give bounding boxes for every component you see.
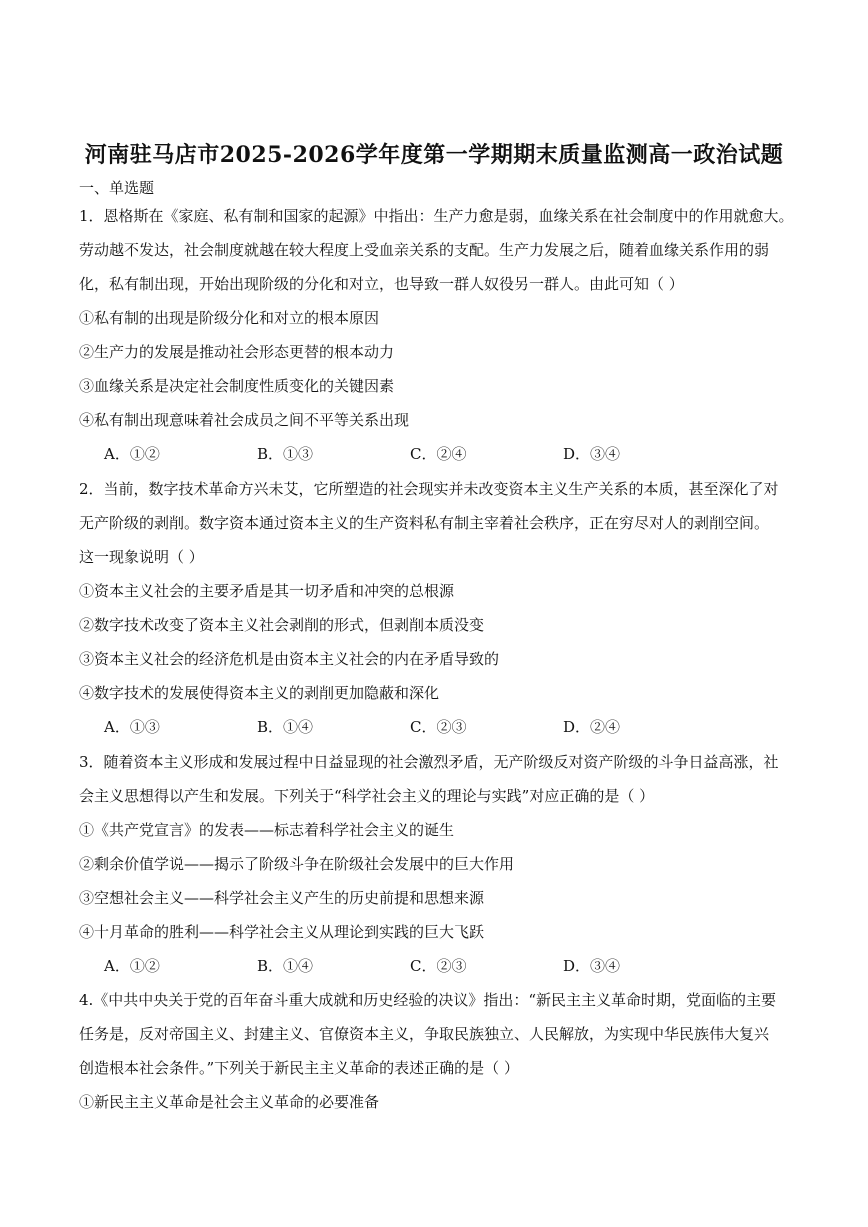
question-stem-line: 创造根本社会条件。”下列关于新民主主义革命的表述正确的是（ ） — [79, 1059, 519, 1077]
option-b[interactable]: B．①④ — [257, 718, 314, 736]
option-c[interactable]: C．②④ — [410, 445, 467, 463]
question-stem-line: 任务是，反对帝国主义、封建主义、官僚资本主义，争取民族独立、人民解放，为实现中华民族伟大复兴 — [79, 1025, 770, 1043]
statement: ④数字技术的发展使得资本主义的剥削更加隐蔽和深化 — [79, 684, 440, 702]
question-stem-line: 无产阶级的剥削。数字资本通过资本主义的生产资料私有制主宰着社会秩序，正在穷尽对人的剥削空间。 — [79, 514, 770, 532]
statement: ④私有制出现意味着社会成员之间不平等关系出现 — [79, 411, 410, 429]
question-stem-line: 化，私有制出现，开始出现阶级的分化和对立，也导致一群人奴役另一群人。由此可知（ ） — [79, 275, 684, 293]
statement: ①私有制的出现是阶级分化和对立的根本原因 — [79, 309, 380, 327]
option-b[interactable]: B．①④ — [257, 957, 314, 975]
option-d[interactable]: D．③④ — [563, 445, 621, 463]
section-heading: 一、单选题 — [79, 179, 155, 197]
statement: ①新民主主义革命是社会主义革命的必要准备 — [79, 1093, 380, 1111]
answer-options — [104, 444, 716, 464]
question-stem-line: 4.《中共中央关于党的百年奋斗重大成就和历史经验的决议》指出：“新民主主义革命时期，党面临的主要 — [79, 991, 776, 1009]
statement: ②生产力的发展是推动社会形态更替的根本动力 — [79, 343, 395, 361]
statement: ③空想社会主义——科学社会主义产生的历史前提和思想来源 — [79, 889, 485, 907]
answer-options — [104, 956, 716, 976]
question-stem-line: 这一现象说明（ ） — [79, 548, 204, 566]
question-stem-line: 会主义思想得以产生和发展。下列关于“科学社会主义的理论与实践”对应正确的是（ ） — [79, 787, 655, 805]
question-stem-line: 劳动越不发达，社会制度就越在较大程度上受血亲关系的支配。生产力发展之后，随着血缘关系作用的弱 — [79, 241, 770, 259]
statement: ①资本主义社会的主要矛盾是其一切矛盾和冲突的总根源 — [79, 582, 455, 600]
option-c[interactable]: C．②③ — [410, 718, 467, 736]
statement: ②数字技术改变了资本主义社会剥削的形式，但剥削本质没变 — [79, 616, 485, 634]
option-a[interactable]: A．①② — [104, 445, 160, 463]
question-stem-line: 3．随着资本主义形成和发展过程中日益显现的社会激烈矛盾，无产阶级反对资产阶级的斗争日益高涨，社 — [79, 753, 779, 771]
statement: ③血缘关系是决定社会制度性质变化的关键因素 — [79, 377, 395, 395]
page-title: 河南驻马店市2025-2026学年度第一学期期末质量监测高一政治试题 — [84, 142, 784, 168]
question-stem-line: 1．恩格斯在《家庭、私有制和国家的起源》中指出：生产力愈是弱，血缘关系在社会制度中的作用就愈大。 — [79, 207, 794, 225]
statement: ②剩余价值学说——揭示了阶级斗争在阶级社会发展中的巨大作用 — [79, 855, 515, 873]
answer-options — [104, 717, 716, 737]
option-d[interactable]: D．②④ — [563, 718, 621, 736]
option-a[interactable]: A．①② — [104, 957, 160, 975]
statement: ①《共产党宣言》的发表——标志着科学社会主义的诞生 — [79, 821, 455, 839]
option-d[interactable]: D．③④ — [563, 957, 621, 975]
option-c[interactable]: C．②③ — [410, 957, 467, 975]
option-a[interactable]: A．①③ — [104, 718, 160, 736]
question-stem-line: 2．当前，数字技术革命方兴未艾，它所塑造的社会现实并未改变资本主义生产关系的本质，甚至深化了对 — [79, 480, 779, 498]
statement: ③资本主义社会的经济危机是由资本主义社会的内在矛盾导致的 — [79, 650, 500, 668]
option-b[interactable]: B．①③ — [257, 445, 314, 463]
statement: ④十月革命的胜利——科学社会主义从理论到实践的巨大飞跃 — [79, 923, 485, 941]
